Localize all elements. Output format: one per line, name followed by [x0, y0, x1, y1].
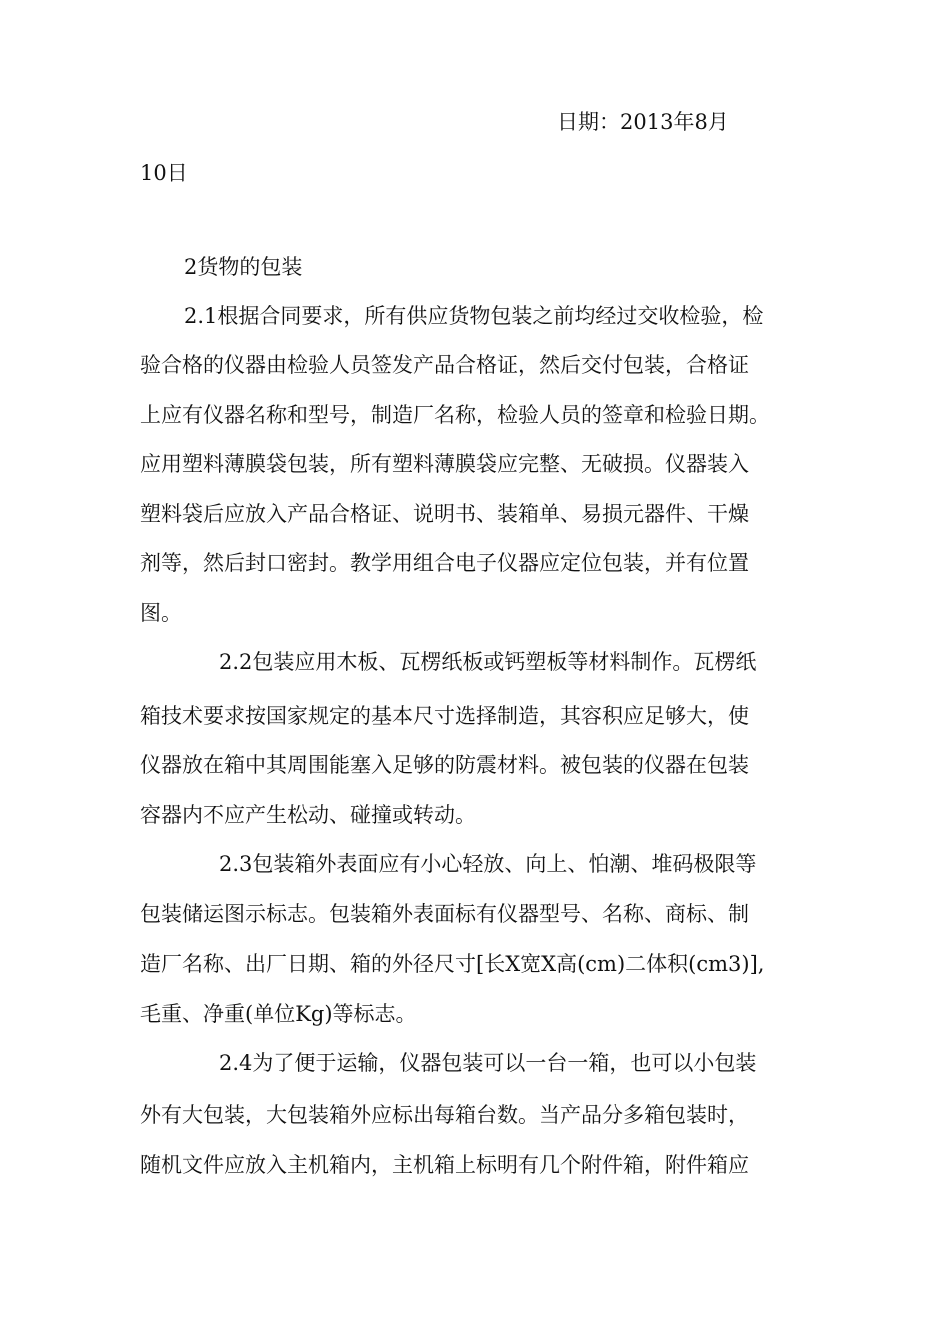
paragraph-2-1-line: 图。: [140, 601, 182, 625]
paragraph-2-1-line: 2.1根据合同要求，所有供应货物包装之前均经过交收检验，检: [184, 304, 764, 328]
paragraph-2-2-line: 2.2包装应用木板、瓦楞纸板或钙塑板等材料制作。瓦楞纸: [219, 650, 757, 674]
paragraph-2-1-line: 上应有仪器名称和型号，制造厂名称，检验人员的签章和检验日期。: [140, 403, 770, 427]
date-line-2: 10日: [140, 161, 188, 185]
section-heading: 2货物的包装: [184, 255, 303, 279]
paragraph-2-2-line: 容器内不应产生松动、碰撞或转动。: [140, 803, 476, 827]
paragraph-2-3-line: 包装储运图示标志。包装箱外表面标有仪器型号、名称、商标、制: [140, 902, 749, 926]
paragraph-2-4-line: 外有大包装，大包装箱外应标出每箱台数。当产品分多箱包装时，: [140, 1103, 749, 1127]
date-line-1: 日期：2013年8月: [557, 110, 729, 134]
paragraph-2-1-line: 验合格的仪器由检验人员签发产品合格证，然后交付包装，合格证: [140, 353, 749, 377]
paragraph-2-4-line: 2.4为了便于运输，仪器包装可以一台一箱，也可以小包装: [219, 1051, 757, 1075]
paragraph-2-4-line: 随机文件应放入主机箱内，主机箱上标明有几个附件箱，附件箱应: [140, 1153, 749, 1177]
paragraph-2-3-line: 2.3包装箱外表面应有小心轻放、向上、怕潮、堆码极限等: [219, 852, 757, 876]
paragraph-2-2-line: 仪器放在箱中其周围能塞入足够的防震材料。被包装的仪器在包装: [140, 753, 749, 777]
paragraph-2-1-line: 塑料袋后应放入产品合格证、说明书、装箱单、易损元器件、干燥: [140, 502, 749, 526]
paragraph-2-3-line: 造厂名称、出厂日期、箱的外径尺寸[长X宽X高(cm)二体积(cm3)],: [140, 952, 765, 976]
paragraph-2-2-line: 箱技术要求按国家规定的基本尺寸选择制造，其容积应足够大，使: [140, 704, 749, 728]
paragraph-2-1-line: 应用塑料薄膜袋包装，所有塑料薄膜袋应完整、无破损。仪器装入: [140, 452, 749, 476]
paragraph-2-3-line: 毛重、净重(单位Kg)等标志。: [140, 1002, 417, 1026]
paragraph-2-1-line: 剂等，然后封口密封。教学用组合电子仪器应定位包装，并有位置: [140, 551, 749, 575]
